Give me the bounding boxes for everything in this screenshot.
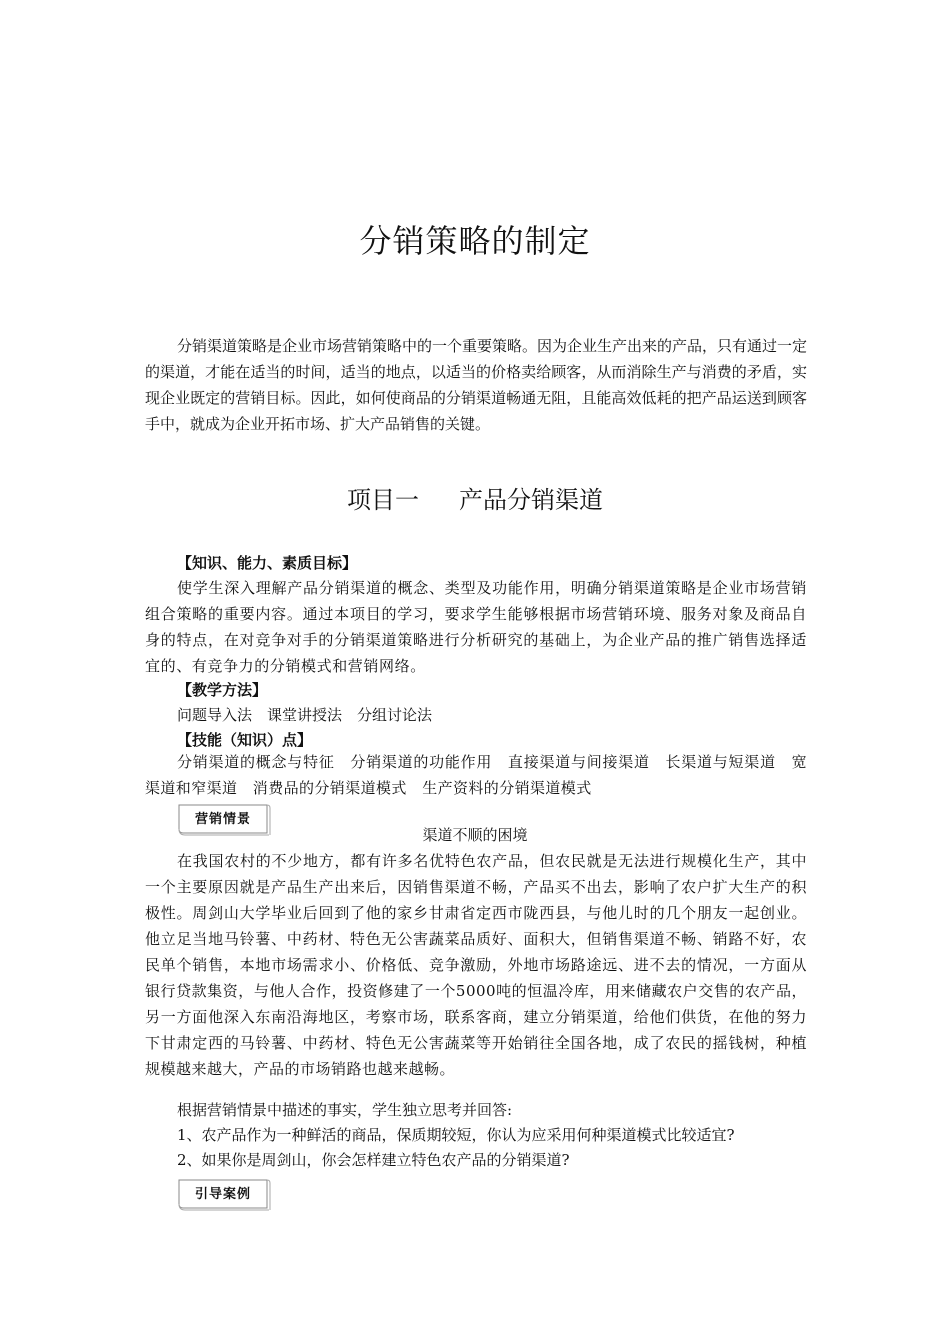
- question-intro: 根据营销情景中描述的事实，学生独立思考并回答:: [177, 1101, 513, 1119]
- skills-paragraph: 分销渠道的概念与特征 分销渠道的功能作用 直接渠道与间接渠道 长渠道与短渠道 宽渠道和窄渠道 消费品的分销渠道模式 生产资料的分销渠道模式: [145, 753, 807, 797]
- project-name: 产品分销渠道: [459, 486, 603, 514]
- case-tag: [175, 1178, 271, 1212]
- project-heading: [0, 480, 950, 515]
- project-number: 项目一: [347, 486, 419, 514]
- intro-paragraph: 分销渠道策略是企业市场营销策略中的一个重要策略。因为企业生产出来的产品，只有通过一定的渠道，才能在适当的时间，适当的地点，以适当的价格卖给顾客，从而消除生产与消费的矛盾，实现企业既定的营销目标。因此，如何使商品的分销渠道畅通无阻，且能高效低耗的把产品运送到顾客手中，就成为企业开拓市场、扩大产品销售的关键。: [145, 337, 808, 433]
- scenario-paragraph: 在我国农村的不少地方，都有许多名优特色农产品，但农民就是无法进行规模化生产，其中一个主要原因就是产品生产出来后，因销售渠道不畅，产品买不出去，影响了农户扩大生产的积极性。周剑山大学毕业后回到了他的家乡甘肃省定西市陇西县，与他儿时的几个朋友一起创业。他立足当地马铃薯、中药材、特色无公害蔬菜品质好、面积大，但销售渠道不畅、销路不好，农民单个销售，本地市场需求小、价格低、竞争激励，外地市场路途远、进不去的情况，一方面从银行贷款集资，与他人合作，投资修建了一个5000吨的恒温冷库，用来储藏农户交售的农产品，另一方面他深入东南沿海地区，考察市场，联系客商，建立分销渠道，给他们供货，在他的努力下甘肃定西的马铃薯、中药材、特色无公害蔬菜等开始销往全国各地，成了农民的摇钱树，种植规模越来越大，产品的市场销路也越来越畅。: [145, 852, 807, 1078]
- document-title: 分销策略的制定: [359, 222, 591, 260]
- scenario-title: 渠道不顺的困境: [422, 826, 528, 844]
- method-heading: 【教学方法】: [177, 681, 268, 699]
- method-text: 问题导入法 课堂讲授法 分组讨论法: [177, 706, 433, 724]
- question-2: 2、如果你是周剑山，你会怎样建立特色农产品的分销渠道?: [177, 1151, 570, 1169]
- skills-heading: 【技能（知识）点】: [177, 731, 313, 749]
- question-1: 1、农产品作为一种鲜活的商品，保质期较短，你认为应采用何种渠道模式比较适宜?: [177, 1126, 735, 1144]
- goals-heading: 【知识、能力、素质目标】: [177, 554, 358, 572]
- goals-paragraph: 使学生深入理解产品分销渠道的概念、类型及功能作用，明确分销渠道策略是企业市场营销组合策略的重要内容。通过本项目的学习，要求学生能够根据市场营销环境、服务对象及商品自身的特点，在对竞争对手的分销渠道策略进行分析研究的基础上，为企业产品的推广销售选择适宜的、有竞争力的分销模式和营销网络。: [145, 579, 807, 675]
- case-tag-label: 引导案例: [194, 1187, 251, 1202]
- scenario-tag-label: 营销情景: [194, 812, 251, 827]
